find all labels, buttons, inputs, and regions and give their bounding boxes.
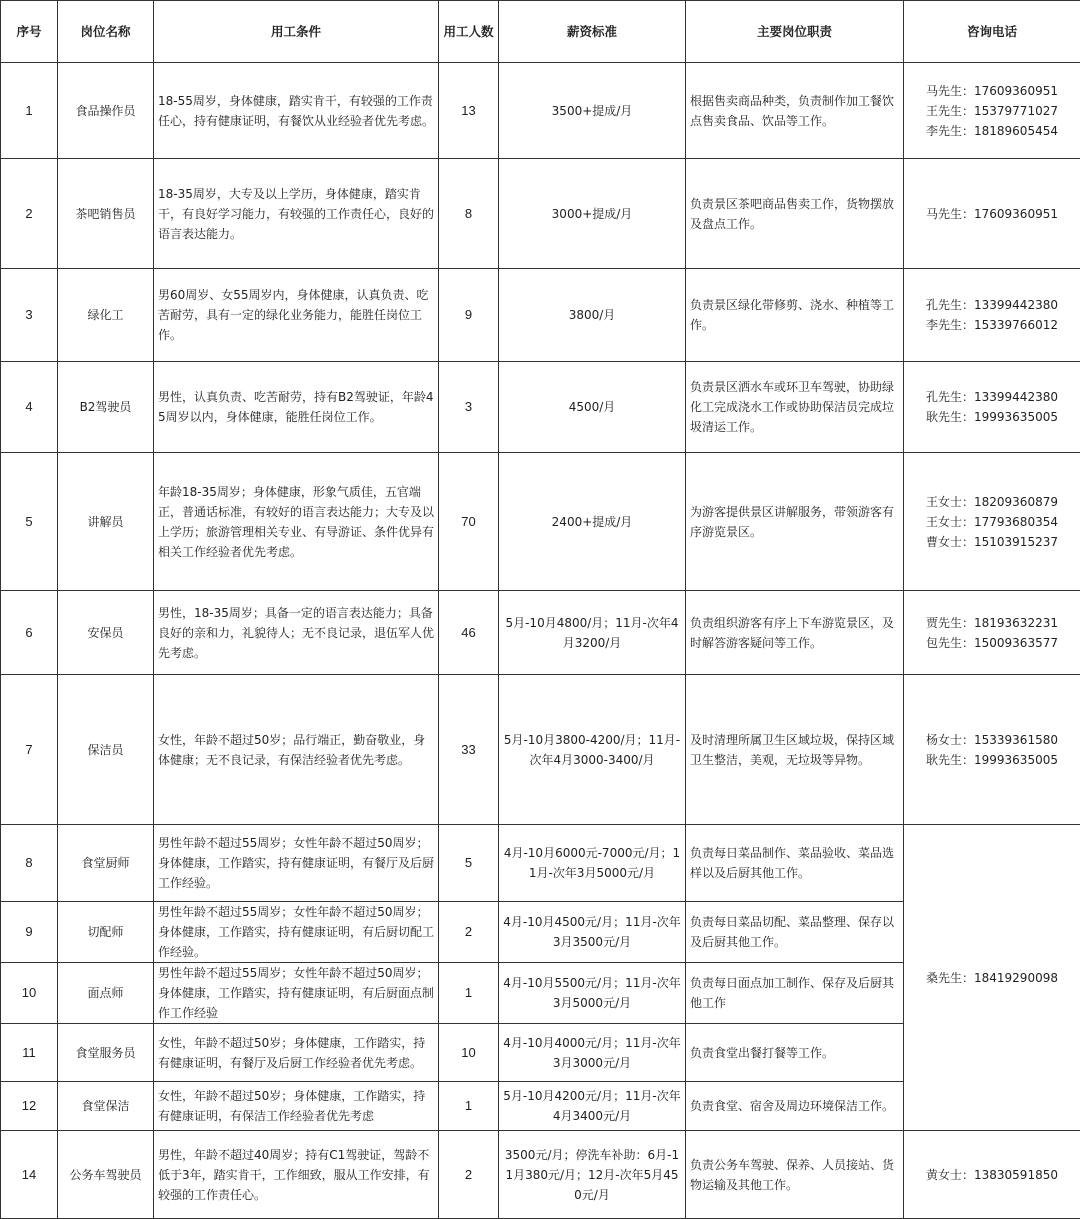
table-row bbox=[1, 591, 1080, 675]
row-title: 公务车驾驶员 bbox=[58, 1131, 154, 1219]
row-no: 2 bbox=[1, 159, 58, 269]
row-requirements: 男性年龄不超过55周岁；女性年龄不超过50周岁；身体健康，工作踏实，持有健康证明，有后厨面点制作工作经验 bbox=[154, 963, 439, 1024]
row-title: 绿化工 bbox=[58, 269, 154, 362]
row-duties: 负责每日面点加工制作、保存及后厨其他工作 bbox=[686, 963, 904, 1024]
row-count: 13 bbox=[439, 63, 499, 159]
row-no: 8 bbox=[1, 825, 58, 902]
header-no: 序号 bbox=[1, 1, 58, 63]
row-count: 70 bbox=[439, 453, 499, 591]
table-row bbox=[1, 63, 1080, 159]
row-duties: 负责景区绿化带修剪、浇水、种植等工作。 bbox=[686, 269, 904, 362]
row-no: 12 bbox=[1, 1082, 58, 1131]
table-row bbox=[1, 453, 1080, 591]
row-salary: 4月-10月4500元/月；11月-次年3月3500元/月 bbox=[499, 902, 686, 963]
row-duties: 负责每日菜品制作、菜品验收、菜品选样以及后厨其他工作。 bbox=[686, 825, 904, 902]
row-salary: 3000+提成/月 bbox=[499, 159, 686, 269]
header-duties: 主要岗位职责 bbox=[686, 1, 904, 63]
row-requirements: 18-55周岁，身体健康，踏实肯干，有较强的工作责任心，持有健康证明，有餐饮从业经验者优先考虑。 bbox=[154, 63, 439, 159]
phone-line: 耿先生：19993635005 bbox=[908, 750, 1076, 770]
phone-line: 马先生：17609360951 bbox=[908, 204, 1076, 224]
row-count: 33 bbox=[439, 675, 499, 825]
row-count: 2 bbox=[439, 1131, 499, 1219]
row-duties: 根据售卖商品种类，负责制作加工餐饮点售卖食品、饮品等工作。 bbox=[686, 63, 904, 159]
row-count: 3 bbox=[439, 362, 499, 453]
row-salary: 4500/月 bbox=[499, 362, 686, 453]
row-no: 6 bbox=[1, 591, 58, 675]
phone-line: 王女士：18209360879 bbox=[908, 492, 1076, 512]
row-salary: 5月-10月3800-4200/月；11月-次年4月3000-3400/月 bbox=[499, 675, 686, 825]
row-duties: 负责景区茶吧商品售卖工作，货物摆放及盘点工作。 bbox=[686, 159, 904, 269]
row-title: 保洁员 bbox=[58, 675, 154, 825]
phone-line: 贾先生：18193632231 bbox=[908, 613, 1076, 633]
row-requirements: 女性，年龄不超过50岁；身体健康，工作踏实，持有健康证明，有保洁工作经验者优先考虑 bbox=[154, 1082, 439, 1131]
row-no: 3 bbox=[1, 269, 58, 362]
row-requirements: 男性年龄不超过55周岁；女性年龄不超过50周岁；身体健康，工作踏实，持有健康证明，有餐厅及后厨工作经验。 bbox=[154, 825, 439, 902]
phone-line: 马先生：17609360951 bbox=[908, 81, 1076, 101]
table-row bbox=[1, 362, 1080, 453]
header-count: 用工人数 bbox=[439, 1, 499, 63]
phone-line: 王女士：17793680354 bbox=[908, 512, 1076, 532]
row-salary: 3500+提成/月 bbox=[499, 63, 686, 159]
row-count: 2 bbox=[439, 902, 499, 963]
row-duties: 负责每日菜品切配、菜品整理、保存以及后厨其他工作。 bbox=[686, 902, 904, 963]
row-no: 11 bbox=[1, 1024, 58, 1082]
row-count: 46 bbox=[439, 591, 499, 675]
row-no: 14 bbox=[1, 1131, 58, 1219]
header-phone: 咨询电话 bbox=[904, 1, 1080, 63]
row-phone bbox=[904, 362, 1080, 453]
row-no: 1 bbox=[1, 63, 58, 159]
phone-line: 桑先生：18419290098 bbox=[908, 968, 1076, 988]
phone-line: 黄女士：13830591850 bbox=[908, 1165, 1076, 1185]
header-row bbox=[1, 1, 1080, 63]
row-phone bbox=[904, 591, 1080, 675]
row-requirements: 男性年龄不超过55周岁；女性年龄不超过50周岁；身体健康，工作踏实，持有健康证明，有后厨切配工作经验。 bbox=[154, 902, 439, 963]
row-duties: 负责食堂、宿舍及周边环境保洁工作。 bbox=[686, 1082, 904, 1131]
row-phone bbox=[904, 675, 1080, 825]
row-no: 5 bbox=[1, 453, 58, 591]
row-duties: 及时清理所属卫生区域垃圾，保持区域卫生整洁，美观，无垃圾等异物。 bbox=[686, 675, 904, 825]
row-salary: 4月-10月6000元-7000元/月；11月-次年3月5000元/月 bbox=[499, 825, 686, 902]
row-requirements: 男性，年龄不超过40周岁；持有C1驾驶证，驾龄不低于3年，踏实肯干，工作细致，服从工作安排，有较强的工作责任心。 bbox=[154, 1131, 439, 1219]
row-duties: 负责组织游客有序上下车游览景区，及时解答游客疑问等工作。 bbox=[686, 591, 904, 675]
row-requirements: 女性，年龄不超过50岁；品行端正，勤奋敬业，身体健康；无不良记录，有保洁经验者优先考虑。 bbox=[154, 675, 439, 825]
row-salary: 3800/月 bbox=[499, 269, 686, 362]
row-no: 10 bbox=[1, 963, 58, 1024]
row-title: 面点师 bbox=[58, 963, 154, 1024]
phone-line: 李先生：18189605454 bbox=[908, 121, 1076, 141]
row-title: 切配师 bbox=[58, 902, 154, 963]
row-phone bbox=[904, 453, 1080, 591]
row-duties: 负责食堂出餐打餐等工作。 bbox=[686, 1024, 904, 1082]
row-title: 食堂保洁 bbox=[58, 1082, 154, 1131]
header-salary: 薪资标准 bbox=[499, 1, 686, 63]
header-requirements: 用工条件 bbox=[154, 1, 439, 63]
row-salary: 4月-10月5500元/月；11月-次年3月5000元/月 bbox=[499, 963, 686, 1024]
row-count: 5 bbox=[439, 825, 499, 902]
phone-line: 耿先生：19993635005 bbox=[908, 407, 1076, 427]
phone-line: 李先生：15339766012 bbox=[908, 315, 1076, 335]
row-count: 10 bbox=[439, 1024, 499, 1082]
row-requirements: 女性，年龄不超过50岁；身体健康，工作踏实，持有健康证明，有餐厅及后厨工作经验者优先考虑。 bbox=[154, 1024, 439, 1082]
row-duties: 为游客提供景区讲解服务，带领游客有序游览景区。 bbox=[686, 453, 904, 591]
row-title: 茶吧销售员 bbox=[58, 159, 154, 269]
row-no: 7 bbox=[1, 675, 58, 825]
row-requirements: 18-35周岁，大专及以上学历，身体健康，踏实肯干，有良好学习能力，有较强的工作责任心，良好的语言表达能力。 bbox=[154, 159, 439, 269]
row-salary: 5月-10月4200元/月；11月-次年4月3400元/月 bbox=[499, 1082, 686, 1131]
row-title: 食堂厨师 bbox=[58, 825, 154, 902]
row-title: B2驾驶员 bbox=[58, 362, 154, 453]
table-row bbox=[1, 1131, 1080, 1219]
row-requirements: 男性，18-35周岁；具备一定的语言表达能力；具备良好的亲和力，礼貌待人；无不良记录，退伍军人优先考虑。 bbox=[154, 591, 439, 675]
row-count: 8 bbox=[439, 159, 499, 269]
row-title: 安保员 bbox=[58, 591, 154, 675]
row-count: 1 bbox=[439, 1082, 499, 1131]
row-requirements: 年龄18-35周岁；身体健康，形象气质佳，五官端正，普通话标准，有较好的语言表达能力；大专及以上学历；旅游管理相关专业、有导游证、条件优异有相关工作经验者优先考虑。 bbox=[154, 453, 439, 591]
row-no: 9 bbox=[1, 902, 58, 963]
phone-line: 孔先生：13399442380 bbox=[908, 295, 1076, 315]
row-requirements: 男性，认真负责、吃苦耐劳，持有B2驾驶证，年龄45周岁以内，身体健康，能胜任岗位工作。 bbox=[154, 362, 439, 453]
row-phone bbox=[904, 159, 1080, 269]
row-phone bbox=[904, 1131, 1080, 1219]
phone-line: 王先生：15379771027 bbox=[908, 101, 1076, 121]
table-row bbox=[1, 825, 1080, 902]
phone-line: 杨女士：15339361580 bbox=[908, 730, 1076, 750]
row-salary: 2400+提成/月 bbox=[499, 453, 686, 591]
phone-line: 曹女士：15103915237 bbox=[908, 532, 1076, 552]
phone-line: 包先生：15009363577 bbox=[908, 633, 1076, 653]
row-no: 4 bbox=[1, 362, 58, 453]
header-title: 岗位名称 bbox=[58, 1, 154, 63]
row-salary: 3500元/月；停洗车补助：6月-11月380元/月；12月-次年5月450元/月 bbox=[499, 1131, 686, 1219]
row-title: 食堂服务员 bbox=[58, 1024, 154, 1082]
row-salary: 5月-10月4800/月；11月-次年4月3200/月 bbox=[499, 591, 686, 675]
row-requirements: 男60周岁、女55周岁内，身体健康，认真负责、吃苦耐劳，具有一定的绿化业务能力，能胜任岗位工作。 bbox=[154, 269, 439, 362]
row-count: 9 bbox=[439, 269, 499, 362]
row-duties: 负责公务车驾驶、保养、人员接站、货物运输及其他工作。 bbox=[686, 1131, 904, 1219]
row-title: 食品操作员 bbox=[58, 63, 154, 159]
row-title: 讲解员 bbox=[58, 453, 154, 591]
row-phone bbox=[904, 63, 1080, 159]
table-row bbox=[1, 675, 1080, 825]
row-salary: 4月-10月4000元/月；11月-次年3月3000元/月 bbox=[499, 1024, 686, 1082]
table-row bbox=[1, 269, 1080, 362]
row-duties: 负责景区洒水车或环卫车驾驶，协助绿化工完成浇水工作或协助保洁员完成垃圾清运工作。 bbox=[686, 362, 904, 453]
row-count: 1 bbox=[439, 963, 499, 1024]
table-row bbox=[1, 159, 1080, 269]
canteen-phone bbox=[904, 825, 1080, 1131]
phone-line: 孔先生：13399442380 bbox=[908, 387, 1076, 407]
row-phone bbox=[904, 269, 1080, 362]
